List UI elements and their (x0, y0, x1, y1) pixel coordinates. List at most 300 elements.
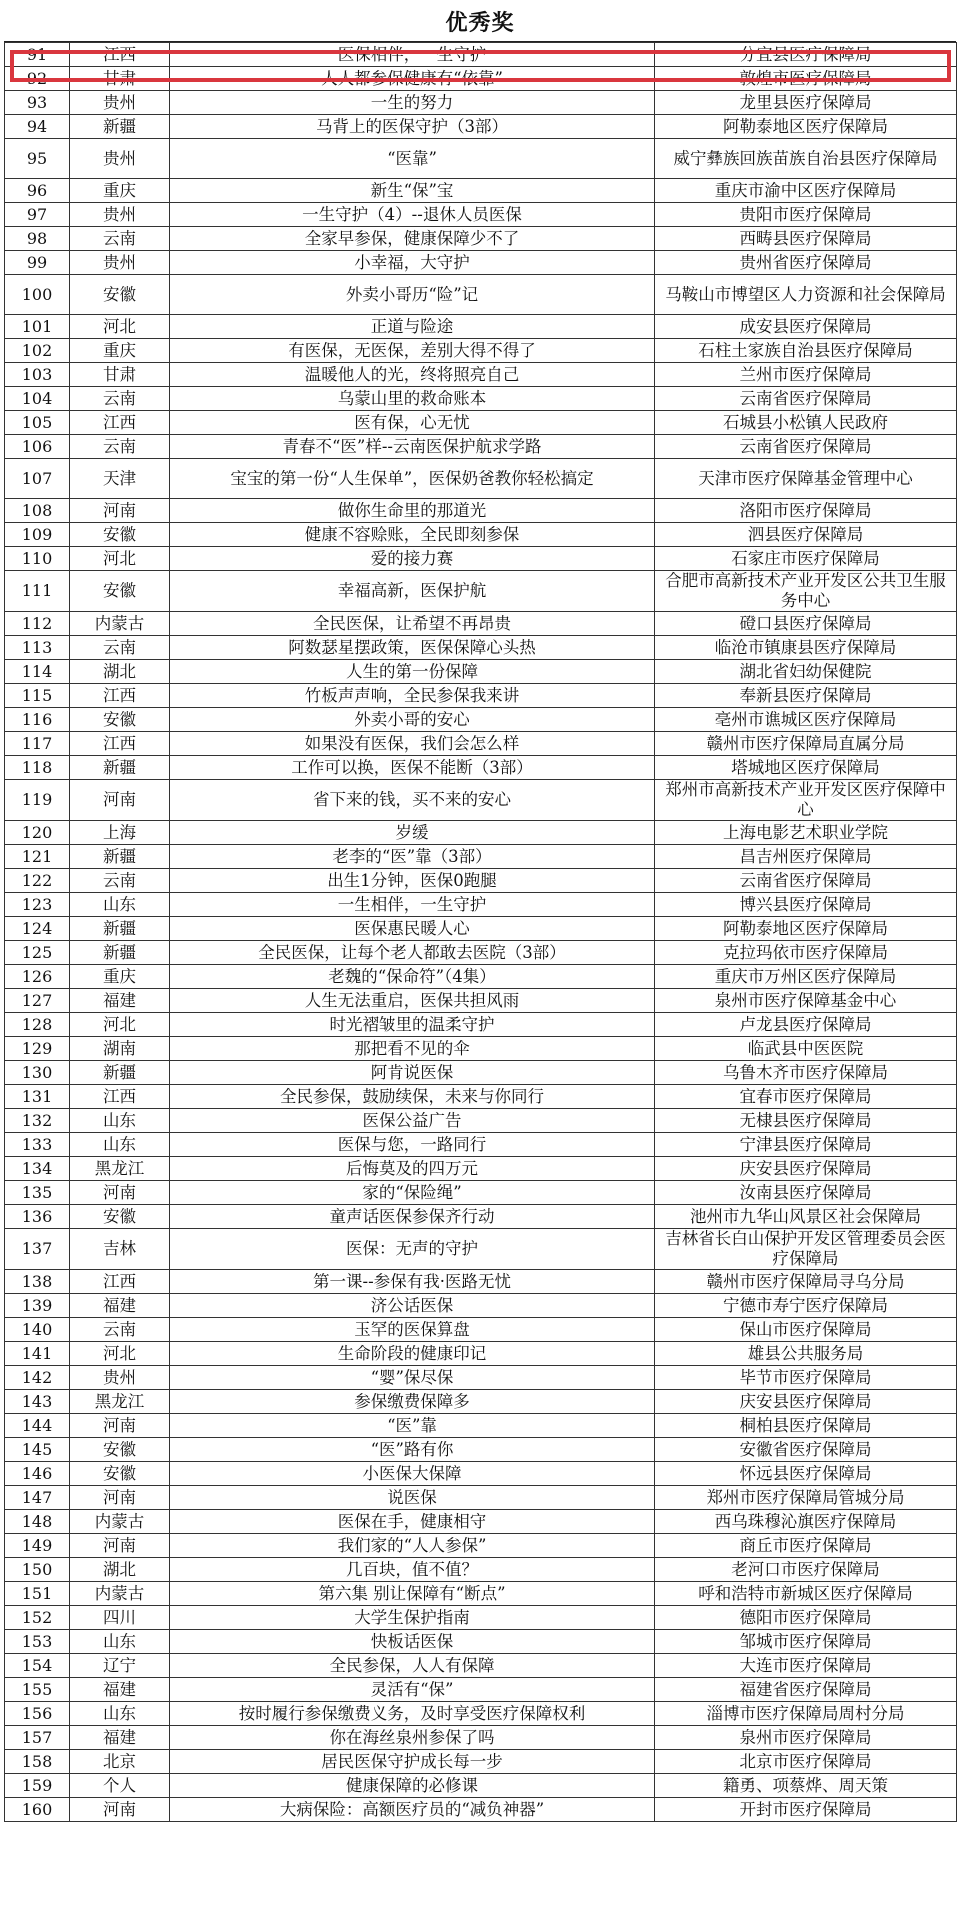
row-province: 安徽 (70, 1205, 170, 1229)
row-organization: 云南省医疗保障局 (655, 869, 957, 893)
row-number: 151 (5, 1582, 70, 1606)
row-number: 107 (5, 459, 70, 499)
row-title: 医有保，心无忧 (170, 411, 655, 435)
row-organization: 庆安县医疗保障局 (655, 1390, 957, 1414)
row-title: 省下来的钱，买不来的安心 (170, 780, 655, 821)
row-title: 后悔莫及的四万元 (170, 1157, 655, 1181)
row-organization: 贵州省医疗保障局 (655, 251, 957, 275)
row-province: 河北 (70, 547, 170, 571)
table-row (5, 989, 957, 1013)
row-title: “婴”保尽保 (170, 1366, 655, 1390)
table-row (5, 1462, 957, 1486)
row-organization: 塔城地区医疗保障局 (655, 756, 957, 780)
row-province: 山东 (70, 1702, 170, 1726)
row-title: 温暖他人的光，终将照亮自己 (170, 363, 655, 387)
row-organization: 兰州市医疗保障局 (655, 363, 957, 387)
row-organization: 湖北省妇幼保健院 (655, 660, 957, 684)
table-row (5, 1037, 957, 1061)
row-province: 贵州 (70, 139, 170, 179)
row-organization: 赣州市医疗保障局寻乌分局 (655, 1270, 957, 1294)
row-number: 157 (5, 1726, 70, 1750)
row-organization: 毕节市医疗保障局 (655, 1366, 957, 1390)
row-province: 河南 (70, 1181, 170, 1205)
row-province: 山东 (70, 1133, 170, 1157)
row-province: 贵州 (70, 251, 170, 275)
row-organization: 庆安县医疗保障局 (655, 1157, 957, 1181)
table-row (5, 1157, 957, 1181)
row-province: 河南 (70, 780, 170, 821)
row-title: 大病保险：高额医疗员的“减负神器” (170, 1798, 655, 1822)
row-organization: 西乌珠穆沁旗医疗保障局 (655, 1510, 957, 1534)
row-province: 山东 (70, 893, 170, 917)
row-number: 132 (5, 1109, 70, 1133)
table-row (5, 1390, 957, 1414)
row-number: 122 (5, 869, 70, 893)
row-title: 医保与您，一路同行 (170, 1133, 655, 1157)
row-province: 湖北 (70, 1558, 170, 1582)
table-row (5, 1109, 957, 1133)
row-number: 110 (5, 547, 70, 571)
row-province: 云南 (70, 636, 170, 660)
row-number: 134 (5, 1157, 70, 1181)
row-province: 福建 (70, 989, 170, 1013)
table-row (5, 1133, 957, 1157)
table-row (5, 523, 957, 547)
row-organization: 呼和浩特市新城区医疗保障局 (655, 1582, 957, 1606)
row-province: 新疆 (70, 917, 170, 941)
row-title: 如果没有医保，我们会怎么样 (170, 732, 655, 756)
row-number: 102 (5, 339, 70, 363)
table-row (5, 1294, 957, 1318)
page-title: 优秀奖 (4, 4, 956, 42)
row-province: 新疆 (70, 941, 170, 965)
row-title: 人生无法重启，医保共担风雨 (170, 989, 655, 1013)
row-organization: 宁德市寿宁医疗保障局 (655, 1294, 957, 1318)
row-organization: 马鞍山市博望区人力资源和社会保障局 (655, 275, 957, 315)
row-province: 内蒙古 (70, 1582, 170, 1606)
row-title: 乌蒙山里的救命账本 (170, 387, 655, 411)
row-organization: 奉新县医疗保障局 (655, 684, 957, 708)
table-row (5, 179, 957, 203)
row-organization: 泉州市医疗保障局 (655, 1726, 957, 1750)
table-row (5, 435, 957, 459)
table-row (5, 363, 957, 387)
row-province: 福建 (70, 1726, 170, 1750)
row-province: 河北 (70, 315, 170, 339)
table-row (5, 612, 957, 636)
table-row (5, 1270, 957, 1294)
row-number: 135 (5, 1181, 70, 1205)
row-province: 贵州 (70, 91, 170, 115)
table-row (5, 67, 957, 91)
row-title: 外卖小哥历“险”记 (170, 275, 655, 315)
row-number: 108 (5, 499, 70, 523)
row-organization: 亳州市谯城区医疗保障局 (655, 708, 957, 732)
table-row (5, 756, 957, 780)
row-organization: 安徽省医疗保障局 (655, 1438, 957, 1462)
row-title: 说医保 (170, 1486, 655, 1510)
table-row (5, 1486, 957, 1510)
table-row (5, 1606, 957, 1630)
row-title: 做你生命里的那道光 (170, 499, 655, 523)
table-row (5, 1414, 957, 1438)
award-table-body (5, 43, 957, 1822)
row-number: 121 (5, 845, 70, 869)
row-number: 97 (5, 203, 70, 227)
row-title: 外卖小哥的安心 (170, 708, 655, 732)
row-organization: 汝南县医疗保障局 (655, 1181, 957, 1205)
table-row (5, 547, 957, 571)
row-number: 124 (5, 917, 70, 941)
row-number: 127 (5, 989, 70, 1013)
row-number: 114 (5, 660, 70, 684)
row-title: 生命阶段的健康印记 (170, 1342, 655, 1366)
row-title: 有医保，无医保，差别大得不得了 (170, 339, 655, 363)
row-title: 第六集 别让保障有“断点” (170, 1582, 655, 1606)
row-organization: 上海电影艺术职业学院 (655, 821, 957, 845)
row-organization: 雄县公共服务局 (655, 1342, 957, 1366)
row-number: 112 (5, 612, 70, 636)
row-title: 竹板声声响，全民参保我来讲 (170, 684, 655, 708)
row-organization: 北京市医疗保障局 (655, 1750, 957, 1774)
row-province: 重庆 (70, 179, 170, 203)
row-title: 医保相伴，一生守护 (170, 43, 655, 67)
table-row (5, 339, 957, 363)
row-number: 149 (5, 1534, 70, 1558)
row-title: 家的“保险绳” (170, 1181, 655, 1205)
table-row (5, 1798, 957, 1822)
table-row (5, 1726, 957, 1750)
row-number: 101 (5, 315, 70, 339)
row-number: 113 (5, 636, 70, 660)
table-row (5, 1013, 957, 1037)
table-row (5, 684, 957, 708)
row-organization: 泉州市医疗保障基金中心 (655, 989, 957, 1013)
row-number: 144 (5, 1414, 70, 1438)
row-organization: 籍勇、项蔡烨、周天策 (655, 1774, 957, 1798)
row-province: 新疆 (70, 115, 170, 139)
row-number: 141 (5, 1342, 70, 1366)
row-organization: 西畴县医疗保障局 (655, 227, 957, 251)
table-row (5, 1061, 957, 1085)
table-row (5, 780, 957, 821)
row-title: 老魏的“保命符”（4集） (170, 965, 655, 989)
row-province: 重庆 (70, 965, 170, 989)
row-title: 全民医保，让希望不再昂贵 (170, 612, 655, 636)
row-province: 山东 (70, 1630, 170, 1654)
table-row (5, 941, 957, 965)
row-organization: 保山市医疗保障局 (655, 1318, 957, 1342)
table-row (5, 1582, 957, 1606)
row-organization: 分宜县医疗保障局 (655, 43, 957, 67)
row-province: 安徽 (70, 523, 170, 547)
row-province: 河南 (70, 1486, 170, 1510)
table-row (5, 636, 957, 660)
row-province: 云南 (70, 387, 170, 411)
row-number: 143 (5, 1390, 70, 1414)
row-title: 老李的“医”靠（3部） (170, 845, 655, 869)
row-province: 河北 (70, 1013, 170, 1037)
table-row (5, 499, 957, 523)
row-title: 青春不“医”样--云南医保护航求学路 (170, 435, 655, 459)
row-number: 99 (5, 251, 70, 275)
row-organization: 郑州市医疗保障局管城分局 (655, 1486, 957, 1510)
row-number: 103 (5, 363, 70, 387)
table-row (5, 315, 957, 339)
row-number: 98 (5, 227, 70, 251)
row-number: 136 (5, 1205, 70, 1229)
row-province: 甘肃 (70, 67, 170, 91)
row-title: 我们家的“人人参保” (170, 1534, 655, 1558)
row-number: 93 (5, 91, 70, 115)
row-number: 142 (5, 1366, 70, 1390)
row-title: 正道与险途 (170, 315, 655, 339)
row-number: 129 (5, 1037, 70, 1061)
row-number: 118 (5, 756, 70, 780)
row-organization: 石家庄市医疗保障局 (655, 547, 957, 571)
row-province: 江西 (70, 1270, 170, 1294)
table-row (5, 732, 957, 756)
table-row (5, 1678, 957, 1702)
row-organization: 吉林省长白山保护开发区管理委员会医疗保障局 (655, 1229, 957, 1270)
row-title: 小幸福，大守护 (170, 251, 655, 275)
row-organization: 开封市医疗保障局 (655, 1798, 957, 1822)
table-row (5, 1558, 957, 1582)
row-province: 江西 (70, 1085, 170, 1109)
row-title: 医保：无声的守护 (170, 1229, 655, 1270)
table-row (5, 845, 957, 869)
row-number: 159 (5, 1774, 70, 1798)
row-title: 工作可以换，医保不能断（3部） (170, 756, 655, 780)
row-title: 参保缴费保障多 (170, 1390, 655, 1414)
row-province: 河南 (70, 1414, 170, 1438)
row-number: 92 (5, 67, 70, 91)
row-province: 重庆 (70, 339, 170, 363)
row-number: 160 (5, 1798, 70, 1822)
row-number: 106 (5, 435, 70, 459)
table-row (5, 1085, 957, 1109)
row-province: 河南 (70, 1798, 170, 1822)
table-row (5, 571, 957, 612)
row-organization: 博兴县医疗保障局 (655, 893, 957, 917)
table-row (5, 821, 957, 845)
row-number: 130 (5, 1061, 70, 1085)
row-number: 111 (5, 571, 70, 612)
row-province: 江西 (70, 411, 170, 435)
row-organization: 云南省医疗保障局 (655, 387, 957, 411)
row-number: 123 (5, 893, 70, 917)
row-organization: 郑州市高新技术产业开发区医疗保障中心 (655, 780, 957, 821)
row-number: 152 (5, 1606, 70, 1630)
row-number: 120 (5, 821, 70, 845)
row-province: 安徽 (70, 1462, 170, 1486)
table-row (5, 275, 957, 315)
row-number: 126 (5, 965, 70, 989)
row-number: 133 (5, 1133, 70, 1157)
row-number: 116 (5, 708, 70, 732)
table-row (5, 387, 957, 411)
row-title: 阿肯说医保 (170, 1061, 655, 1085)
row-province: 云南 (70, 435, 170, 459)
row-province: 安徽 (70, 1438, 170, 1462)
row-number: 115 (5, 684, 70, 708)
row-number: 138 (5, 1270, 70, 1294)
table-row (5, 660, 957, 684)
table-row (5, 1534, 957, 1558)
row-organization: 无棣县医疗保障局 (655, 1109, 957, 1133)
row-province: 内蒙古 (70, 1510, 170, 1534)
row-province: 河南 (70, 1534, 170, 1558)
row-number: 91 (5, 43, 70, 67)
row-province: 天津 (70, 459, 170, 499)
row-title: 大学生保护指南 (170, 1606, 655, 1630)
row-title: 按时履行参保缴费义务，及时享受医疗保障权利 (170, 1702, 655, 1726)
row-province: 北京 (70, 1750, 170, 1774)
row-number: 137 (5, 1229, 70, 1270)
table-row (5, 1654, 957, 1678)
row-title: 时光褶皱里的温柔守护 (170, 1013, 655, 1037)
row-organization: 邹城市医疗保障局 (655, 1630, 957, 1654)
row-number: 145 (5, 1438, 70, 1462)
row-province: 个人 (70, 1774, 170, 1798)
row-number: 155 (5, 1678, 70, 1702)
table-row (5, 1438, 957, 1462)
table-row (5, 203, 957, 227)
row-province: 甘肃 (70, 363, 170, 387)
row-province: 河北 (70, 1342, 170, 1366)
row-title: 人人都参保健康有“依靠” (170, 67, 655, 91)
row-title: 居民医保守护成长每一步 (170, 1750, 655, 1774)
row-organization: 泗县医疗保障局 (655, 523, 957, 547)
row-number: 109 (5, 523, 70, 547)
row-number: 153 (5, 1630, 70, 1654)
table-row (5, 115, 957, 139)
table-row (5, 1774, 957, 1798)
table-row (5, 227, 957, 251)
row-organization: 淄博市医疗保障局周村分局 (655, 1702, 957, 1726)
row-title: 宝宝的第一份“人生保单”，医保奶爸教你轻松搞定 (170, 459, 655, 499)
row-title: 全家早参保，健康保障少不了 (170, 227, 655, 251)
award-table (4, 42, 957, 1822)
row-title: “医”靠 (170, 1414, 655, 1438)
row-number: 154 (5, 1654, 70, 1678)
row-number: 119 (5, 780, 70, 821)
row-title: 玉罕的医保算盘 (170, 1318, 655, 1342)
row-province: 内蒙古 (70, 612, 170, 636)
row-province: 黑龙江 (70, 1157, 170, 1181)
row-number: 140 (5, 1318, 70, 1342)
row-organization: 龙里县医疗保障局 (655, 91, 957, 115)
row-province: 安徽 (70, 571, 170, 612)
row-province: 湖北 (70, 660, 170, 684)
row-title: 人生的第一份保障 (170, 660, 655, 684)
row-title: “医”路有你 (170, 1438, 655, 1462)
row-organization: 桐柏县医疗保障局 (655, 1414, 957, 1438)
row-province: 新疆 (70, 756, 170, 780)
row-number: 147 (5, 1486, 70, 1510)
table-row (5, 411, 957, 435)
row-title: 医保在手，健康相守 (170, 1510, 655, 1534)
row-organization: 威宁彝族回族苗族自治县医疗保障局 (655, 139, 957, 179)
row-organization: 磴口县医疗保障局 (655, 612, 957, 636)
row-number: 150 (5, 1558, 70, 1582)
row-organization: 乌鲁木齐市医疗保障局 (655, 1061, 957, 1085)
table-row (5, 1750, 957, 1774)
row-title: 健康不容赊账，全民即刻参保 (170, 523, 655, 547)
table-row (5, 1366, 957, 1390)
row-number: 125 (5, 941, 70, 965)
row-number: 156 (5, 1702, 70, 1726)
table-row (5, 708, 957, 732)
row-title: 快板话医保 (170, 1630, 655, 1654)
row-title: 全民参保，人人有保障 (170, 1654, 655, 1678)
row-organization: 阿勒泰地区医疗保障局 (655, 917, 957, 941)
row-title: “医靠” (170, 139, 655, 179)
row-number: 158 (5, 1750, 70, 1774)
table-row (5, 91, 957, 115)
row-title: 岁缓 (170, 821, 655, 845)
row-province: 福建 (70, 1294, 170, 1318)
row-title: 那把看不见的伞 (170, 1037, 655, 1061)
row-number: 100 (5, 275, 70, 315)
row-province: 山东 (70, 1109, 170, 1133)
row-title: 第一课--参保有我·医路无忧 (170, 1270, 655, 1294)
row-title: 全民参保，鼓励续保，未来与你同行 (170, 1085, 655, 1109)
row-number: 128 (5, 1013, 70, 1037)
row-title: 你在海丝泉州参保了吗 (170, 1726, 655, 1750)
row-province: 上海 (70, 821, 170, 845)
row-province: 江西 (70, 43, 170, 67)
table-row (5, 917, 957, 941)
row-province: 贵州 (70, 1366, 170, 1390)
table-row (5, 893, 957, 917)
row-organization: 宜春市医疗保障局 (655, 1085, 957, 1109)
row-title: 一生相伴，一生守护 (170, 893, 655, 917)
row-province: 吉林 (70, 1229, 170, 1270)
row-title: 几百块，值不值？ (170, 1558, 655, 1582)
row-province: 云南 (70, 869, 170, 893)
row-organization: 石城县小松镇人民政府 (655, 411, 957, 435)
row-number: 148 (5, 1510, 70, 1534)
row-organization: 福建省医疗保障局 (655, 1678, 957, 1702)
table-row (5, 1205, 957, 1229)
row-province: 安徽 (70, 708, 170, 732)
row-organization: 宁津县医疗保障局 (655, 1133, 957, 1157)
row-organization: 敦煌市医疗保障局 (655, 67, 957, 91)
row-title: 一生守护（4）--退休人员医保 (170, 203, 655, 227)
row-title: 一生的努力 (170, 91, 655, 115)
row-province: 新疆 (70, 1061, 170, 1085)
row-organization: 天津市医疗保障基金管理中心 (655, 459, 957, 499)
row-number: 105 (5, 411, 70, 435)
row-organization: 洛阳市医疗保障局 (655, 499, 957, 523)
row-organization: 卢龙县医疗保障局 (655, 1013, 957, 1037)
row-organization: 重庆市渝中区医疗保障局 (655, 179, 957, 203)
row-title: 灵活有“保” (170, 1678, 655, 1702)
row-number: 139 (5, 1294, 70, 1318)
row-title: 出生1分钟，医保0跑腿 (170, 869, 655, 893)
row-number: 117 (5, 732, 70, 756)
row-number: 95 (5, 139, 70, 179)
row-title: 医保公益广告 (170, 1109, 655, 1133)
row-organization: 赣州市医疗保障局直属分局 (655, 732, 957, 756)
table-row (5, 43, 957, 67)
row-organization: 临沧市镇康县医疗保障局 (655, 636, 957, 660)
row-title: 爱的接力赛 (170, 547, 655, 571)
row-number: 94 (5, 115, 70, 139)
table-row (5, 1702, 957, 1726)
row-title: 童声话医保参保齐行动 (170, 1205, 655, 1229)
